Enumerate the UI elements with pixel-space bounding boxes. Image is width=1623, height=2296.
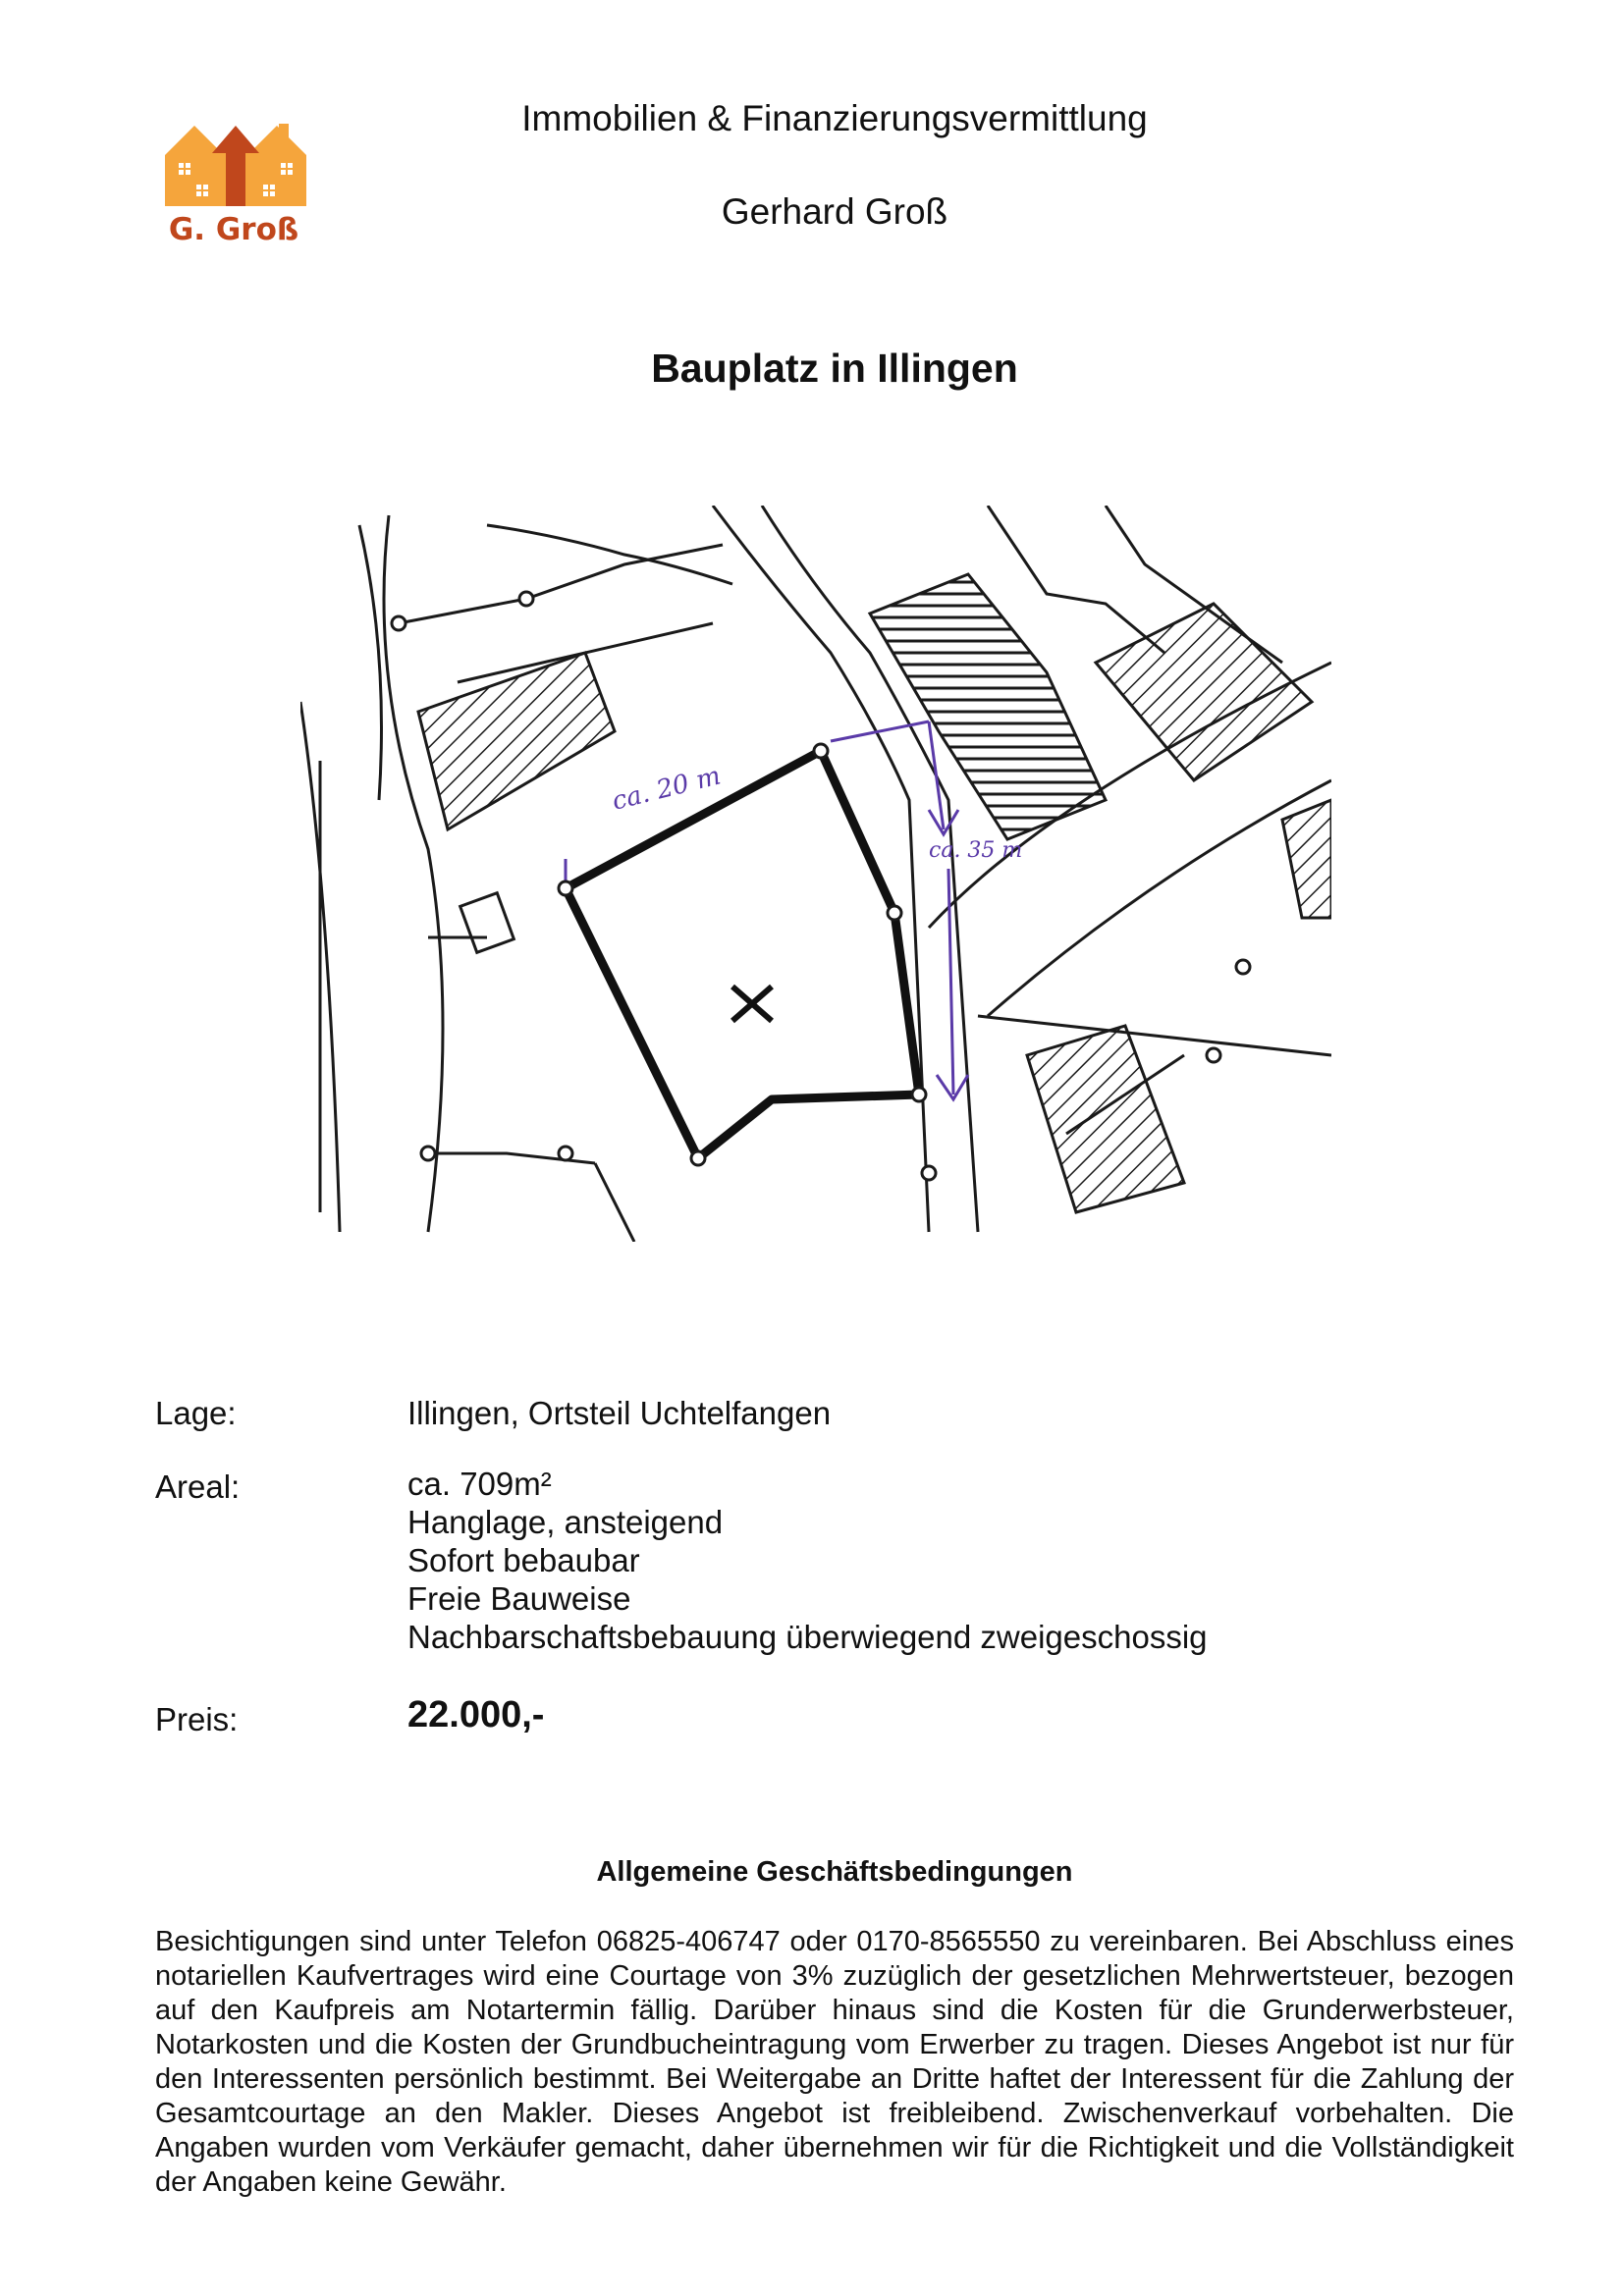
agb-title: Allgemeine Geschäftsbedingungen [596,1856,1073,1888]
areal-label: Areal: [155,1468,241,1505]
agb-text: Besichtigungen sind unter Telefon 06825-406747 oder 0170-8565550 zu vereinbaren. Bei Abschluss eines notariellen Kaufvertrages wird eine Courtage von 3% zuzüglich der gesetzlichen Mehrwertsteuer, bezogen auf den Kaufpreis am Notartermin fällig. Darüber hinaus sind die Kosten für die Grunderwerbsteuer, Notarkosten und die Kosten der Grundbucheintragung vom Erwerber zu tragen. Dieses Angebot ist nur für den Interessenten persönlich bestimmt. Bei Weitergabe an Dritte haftet der Interessent für die Zahlung der Gesamtcourtage an den Makler. Dieses Angebot ist freibleibend. Zwischenverkauf vorbehalten. Die Angaben wurden vom Verkäufer gemacht, daher übernehmen wir für die Richtigkeit und die Vollständigkeit der Angaben keine Gewähr. [155,1926,1514,2198]
areal-value-item: Sofort bebaubar [407,1542,640,1578]
areal-values [407,1465,1208,1656]
areal-value-item: Hanglage, ansteigend [407,1504,724,1540]
plan-dimension-label-2: ca. 35 m [929,838,1023,863]
logo-text: G. Groß [168,212,299,247]
plan-dimension-label-1: ca. 20 m [609,761,724,817]
cadastral-plan-map [300,506,1331,1242]
company-name-line1: Immobilien & Finanzierungsvermittlung [521,98,1148,138]
company-name-line2: Gerhard Groß [721,191,948,232]
preis-label: Preis: [155,1701,239,1737]
areal-value-item: Nachbarschaftsbebauung überwiegend zweigeschossig [407,1619,1208,1655]
areal-value-item: Freie Bauweise [407,1580,631,1617]
page-title: Bauplatz in Illingen [651,346,1018,391]
areal-value-item: ca. 709m² [407,1466,552,1502]
lage-label: Lage: [155,1395,237,1431]
preis-value: 22.000,- [407,1694,545,1735]
lage-value: Illingen, Ortsteil Uchtelfangen [407,1395,832,1431]
